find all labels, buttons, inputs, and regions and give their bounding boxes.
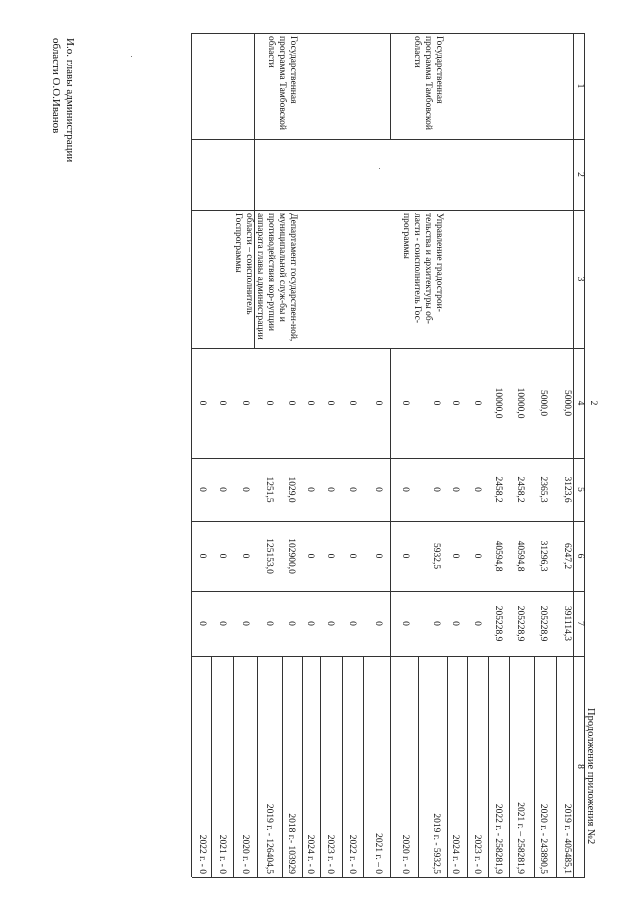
col-number-4: 4 <box>575 400 585 406</box>
value-cell: 0 <box>217 621 227 626</box>
value-cell: 0 <box>217 553 227 559</box>
value-cell: 0 <box>325 621 335 626</box>
value-cell: 0 <box>373 487 383 492</box>
value-cell: 0 <box>431 400 441 406</box>
value-cell: 0 <box>217 400 227 406</box>
value-cell: 0 <box>325 487 335 492</box>
value-cell: 0 <box>400 621 410 626</box>
period-cell: 2019 г. - 405485,1 <box>562 803 572 874</box>
value-cell: 10000,0 <box>493 387 503 419</box>
period-cell: 2021 г. – 0 <box>373 833 383 874</box>
col-divider-8 <box>192 656 585 657</box>
value-cell: 5932,5 <box>431 542 441 570</box>
col-number-6: 6 <box>575 553 585 559</box>
col-divider-6 <box>192 521 585 522</box>
program-name: Государственная программа Тамбовской области <box>412 36 444 130</box>
value-cell: 10000,0 <box>515 387 525 419</box>
value-cell: 40594,8 <box>493 540 503 572</box>
value-cell: 0 <box>197 487 207 492</box>
col-number-3: 3 <box>575 276 585 282</box>
row-divider <box>390 656 391 877</box>
value-cell: 31296,3 <box>538 540 548 572</box>
value-cell: 0 <box>197 400 207 406</box>
col-divider-3 <box>192 210 585 211</box>
value-cell: 6247,2 <box>562 542 572 570</box>
value-cell: 0 <box>400 553 410 559</box>
value-cell: 0 <box>240 621 250 626</box>
continuation-title: Продолжение приложения №2 <box>585 708 596 845</box>
row-divider <box>418 656 419 877</box>
value-cell: 0 <box>347 487 357 492</box>
period-cell: 2022 г. - 0 <box>347 834 357 874</box>
value-cell: 205228,9 <box>493 605 503 642</box>
col-divider-7 <box>192 591 585 592</box>
value-cell: 0 <box>431 487 441 492</box>
table-border-bottom <box>191 33 192 877</box>
col-number-2: 2 <box>575 172 585 177</box>
value-cell: 1251,5 <box>264 476 274 503</box>
executor-name: Управление градострои-тельства и архитектуры об-ласти - соисполнитель Гос-программы <box>401 213 444 324</box>
row-divider <box>257 656 258 877</box>
value-cell: 2365,3 <box>538 476 548 503</box>
col-divider-9 <box>192 877 585 878</box>
value-cell: 0 <box>305 400 315 406</box>
row-divider <box>488 656 489 877</box>
value-cell: 0 <box>373 400 383 406</box>
value-cell: 205228,9 <box>538 605 548 642</box>
period-cell: 2021 г. – 258281,9 <box>515 802 525 874</box>
value-cell: 0 <box>305 487 315 492</box>
period-cell: 2020 г. - 0 <box>240 834 250 874</box>
period-cell: 2021 г. - 0 <box>217 834 227 874</box>
rotated-document <box>49 28 600 884</box>
value-cell: 40594,8 <box>515 540 525 572</box>
value-cell: 0 <box>264 400 274 406</box>
value-cell: 0 <box>217 487 227 492</box>
col-number-8: 8 <box>575 764 585 769</box>
period-cell: 2024 г. - 0 <box>450 834 460 874</box>
period-cell: 2022 г. - 258281,9 <box>493 803 503 874</box>
scan-speck <box>379 168 380 169</box>
col-divider-1 <box>192 33 585 34</box>
col-divider-4 <box>192 348 585 349</box>
value-cell: 0 <box>240 487 250 492</box>
value-cell: 205228,9 <box>515 605 525 642</box>
col-number-7: 7 <box>575 621 585 626</box>
value-cell: 0 <box>240 400 250 406</box>
signature-line-1: И.о. главы администрации <box>64 38 76 163</box>
period-cell: 2019 г. - 126404,5 <box>264 803 274 874</box>
value-cell: 0 <box>347 553 357 559</box>
value-cell: 0 <box>240 553 250 559</box>
row-divider <box>363 656 364 877</box>
value-cell: 2458,2 <box>493 476 503 503</box>
row-divider <box>282 656 283 877</box>
page-number: 2 <box>588 400 598 406</box>
row-divider <box>556 656 557 877</box>
period-cell: 2020 г. - 0 <box>400 834 410 874</box>
value-cell: 0 <box>450 400 460 406</box>
value-cell: 5000,0 <box>538 389 548 417</box>
value-cell: 0 <box>305 553 315 559</box>
value-cell: 0 <box>472 621 482 626</box>
value-cell: 391114,3 <box>562 606 572 641</box>
value-cell: 125153,0 <box>264 538 274 574</box>
value-cell: 102900,0 <box>286 538 296 574</box>
period-cell: 2018 г.- 103929 <box>286 813 296 874</box>
scan-speck <box>131 56 132 57</box>
value-cell: 1029,0 <box>286 476 296 503</box>
row-divider <box>342 656 343 877</box>
value-cell: 0 <box>347 400 357 406</box>
value-cell: 5000,0 <box>562 389 572 417</box>
value-cell: 0 <box>431 621 441 626</box>
block-divider <box>390 33 391 139</box>
value-cell: 0 <box>450 553 460 559</box>
value-cell: 0 <box>305 621 315 626</box>
value-cell: 0 <box>264 621 274 626</box>
value-cell: 0 <box>450 621 460 626</box>
value-cell: 0 <box>400 487 410 492</box>
value-cell: 0 <box>325 400 335 406</box>
value-cell: 0 <box>197 553 207 559</box>
value-cell: 0 <box>400 400 410 406</box>
value-cell: 0 <box>197 621 207 626</box>
period-cell: 2023 г. - 0 <box>472 834 482 874</box>
value-cell: 0 <box>472 487 482 492</box>
row-divider <box>509 656 510 877</box>
row-divider <box>534 656 535 877</box>
row-divider <box>233 656 234 877</box>
period-cell: 2020 г. - 243890,5 <box>538 803 548 874</box>
period-cell: 2023 г. - 0 <box>325 834 335 874</box>
value-cell: 0 <box>472 553 482 559</box>
value-cell: 2458,2 <box>515 476 525 503</box>
col-divider-5 <box>192 458 585 459</box>
row-divider <box>467 656 468 877</box>
value-cell: 0 <box>325 553 335 559</box>
value-cell: 0 <box>286 400 296 406</box>
row-divider <box>211 656 212 877</box>
row-divider <box>447 656 448 877</box>
value-cell: 0 <box>286 621 296 626</box>
signature-line-2: области О.О.Иванов <box>50 38 62 134</box>
value-cell: 0 <box>347 621 357 626</box>
period-cell: 2024 г. - 0 <box>305 834 315 874</box>
period-cell: 2019 г. - 5932,5 <box>431 813 441 874</box>
value-cell: 3123,6 <box>562 476 572 503</box>
row-divider <box>302 656 303 877</box>
col-number-1: 1 <box>575 83 585 89</box>
row-divider <box>320 656 321 877</box>
program-name: Государственная программа Тамбовской области <box>266 36 298 130</box>
value-cell: 0 <box>373 553 383 559</box>
period-cell: 2022 г. - 0 <box>197 834 207 874</box>
block-divider <box>390 348 391 656</box>
executor-name: Департамент государствен-ной, муниципальной служ-бы и противодействия кор-рупции аппарата главы администрации области – соисполнитель Госпрограммы <box>233 213 298 342</box>
value-cell: 0 <box>472 400 482 406</box>
col-divider-2 <box>192 139 585 140</box>
col-number-5: 5 <box>575 487 585 492</box>
value-cell: 0 <box>450 487 460 492</box>
value-cell: 0 <box>373 621 383 626</box>
